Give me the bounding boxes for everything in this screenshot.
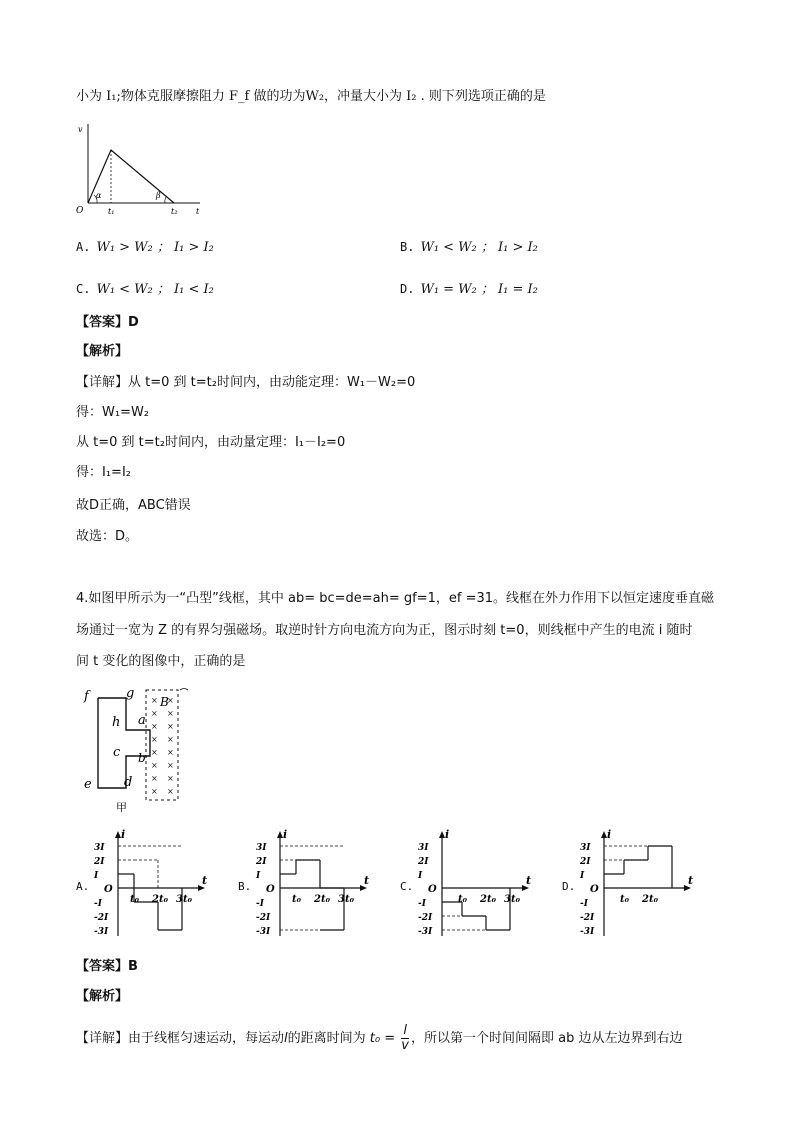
tick-2t0: 2t₀ xyxy=(642,894,658,905)
field-x-mark: × xyxy=(151,761,158,770)
option-graph xyxy=(562,828,712,944)
tick-I: I xyxy=(94,871,99,881)
tick-3I: 3I xyxy=(580,843,591,853)
q3-detail-4: 得：I₁=I₂ xyxy=(76,465,131,480)
alpha-label: α xyxy=(96,191,102,200)
label-a: a xyxy=(138,713,146,728)
q3-intro: 小为 I₁;物体克服摩擦阻力 F_f 做的功为W₂，冲量大小为 I₂ . 则下列选项正确的是 xyxy=(76,89,546,104)
t-axis-label: t xyxy=(196,207,200,216)
tick-3t0: 3t₀ xyxy=(504,894,520,905)
q4-stem-line-1: 4.如图甲所示为一“凸型”线框，其中 ab= bc=de=ah= gf=1，ef =31。线框在外力作用下以恒定速度垂直磁 xyxy=(76,591,715,606)
q3-detail-6: 故选：D。 xyxy=(76,529,139,544)
tick-3I: 3I xyxy=(418,843,429,853)
tick-t0: t₀ xyxy=(130,894,139,905)
tick--2I: -2I xyxy=(256,913,271,923)
origin-label: O xyxy=(266,884,275,895)
q4-answer: 【答案】B xyxy=(76,959,138,974)
t2-label: t₂ xyxy=(171,207,178,216)
label-h: h xyxy=(112,715,121,730)
fraction-l-over-v: $\frac{l}{v}$ xyxy=(401,1023,409,1053)
field-x-mark: × xyxy=(167,774,174,783)
field-x-mark: × xyxy=(151,722,158,731)
q3-detail-1: 【详解】从 t=0 到 t=t₂时间内，由动能定理：W₁－W₂=0 xyxy=(76,375,416,390)
tick-I: I xyxy=(580,871,585,881)
field-x-mark: × xyxy=(167,735,174,744)
label-c: c xyxy=(113,745,121,760)
field-x-mark: × xyxy=(167,748,174,757)
q3-vt-graph xyxy=(70,118,210,218)
t-label: t xyxy=(202,874,208,887)
q3-option-b: B. W₁ < W₂ ； I₁ > I₂ xyxy=(400,240,538,255)
field-x-mark: × xyxy=(151,696,158,705)
t-label: t xyxy=(526,874,532,887)
tick-2t0: 2t₀ xyxy=(480,894,496,905)
field-x-mark: × xyxy=(151,748,158,757)
tick-3t0: 3t₀ xyxy=(176,894,192,905)
label-b: b xyxy=(138,751,146,765)
tick--I: -I xyxy=(580,899,588,909)
q3-option-d: D. W₁ = W₂ ； I₁ = I₂ xyxy=(400,282,538,297)
i-label: i xyxy=(283,828,288,841)
tick-2I: 2I xyxy=(580,857,591,867)
q3-answer: 【答案】D xyxy=(76,315,139,330)
origin-label: O xyxy=(76,206,84,216)
label-g: g xyxy=(126,686,135,701)
field-x-mark: × xyxy=(167,761,174,770)
label-d: d xyxy=(124,775,133,790)
t1-label: t₁ xyxy=(108,207,115,216)
tick-3t0: 3t₀ xyxy=(338,894,354,905)
tick--I: -I xyxy=(418,899,426,909)
tick--2I: -2I xyxy=(580,913,595,923)
i-label: i xyxy=(445,828,450,841)
option-label: D. xyxy=(562,880,576,893)
option-label: A. xyxy=(76,880,90,893)
q3-detail-3: 从 t=0 到 t=t₂时间内，由动量定理：I₁－I₂=0 xyxy=(76,435,346,450)
q4-stem-line-2: 场通过一宽为 Z 的有界匀强磁场。取逆时针方向电流方向为正，图示时刻 t=0，则线框中产生的电流 i 随时 xyxy=(76,623,693,638)
label-f: f xyxy=(84,689,89,704)
tick--3I: -3I xyxy=(94,927,109,937)
q4-detail-line: 【详解】由于线框匀速运动，每运动l的距离时间为 t₀ = $\frac{l}{v}$ ，所以第一个时间间隔即 ab 边从左边界到右边 xyxy=(76,1023,683,1053)
label-B: B xyxy=(160,695,169,709)
label-e: e xyxy=(84,777,92,792)
q4-stem-line-3: 间 t 变化的图像中，正确的是 xyxy=(76,654,246,669)
tick-t0: t₀ xyxy=(458,894,467,905)
tick--2I: -2I xyxy=(94,913,109,923)
field-x-mark: × xyxy=(167,709,174,718)
q4-frame-figure xyxy=(72,684,202,814)
tick--3I: -3I xyxy=(418,927,433,937)
t-label: t xyxy=(688,874,694,887)
field-x-mark: × xyxy=(151,774,158,783)
tick-3I: 3I xyxy=(256,843,267,853)
tick-2I: 2I xyxy=(256,857,267,867)
q3-detail-5: 故D正确，ABC错误 xyxy=(76,498,191,513)
tick-I: I xyxy=(256,871,261,881)
beta-label: β xyxy=(156,191,161,200)
tick--3I: -3I xyxy=(580,927,595,937)
tick--I: -I xyxy=(94,899,102,909)
q3-option-a: A. W₁ > W₂ ； I₁ > I₂ xyxy=(76,240,214,255)
option-graph xyxy=(76,828,226,944)
field-x-mark: × xyxy=(151,735,158,744)
v-axis-label: v xyxy=(78,125,83,134)
origin-label: O xyxy=(104,884,113,895)
i-label: i xyxy=(121,828,126,841)
t-label: t xyxy=(364,874,370,887)
field-x-mark: × xyxy=(167,722,174,731)
option-label: B. xyxy=(238,880,252,893)
tick-2I: 2I xyxy=(418,857,429,867)
tick-2I: 2I xyxy=(94,857,105,867)
i-label: i xyxy=(607,828,612,841)
tick--3I: -3I xyxy=(256,927,271,937)
option-graph xyxy=(400,828,550,944)
option-graph xyxy=(238,828,388,944)
tick--2I: -2I xyxy=(418,913,433,923)
tick--I: -I xyxy=(256,899,264,909)
field-x-mark: × xyxy=(151,709,158,718)
field-x-mark: × xyxy=(151,787,158,796)
option-label: C. xyxy=(400,880,414,893)
tick-t0: t₀ xyxy=(292,894,301,905)
tick-I: I xyxy=(418,871,423,881)
q3-detail-2: 得：W₁=W₂ xyxy=(76,405,150,420)
q3-option-c: C. W₁ < W₂ ； I₁ < I₂ xyxy=(76,282,214,297)
tick-t0: t₀ xyxy=(620,894,629,905)
field-x-mark: × xyxy=(167,787,174,796)
tick-3I: 3I xyxy=(94,843,105,853)
q4-analysis-heading: 【解析】 xyxy=(76,989,129,1004)
label-jia: 甲 xyxy=(116,801,127,814)
origin-label: O xyxy=(590,884,599,895)
tick-2t0: 2t₀ xyxy=(152,894,168,905)
origin-label: O xyxy=(428,884,437,895)
field-x-mark: × xyxy=(167,696,174,705)
q3-analysis-heading: 【解析】 xyxy=(76,344,129,359)
tick-2t0: 2t₀ xyxy=(314,894,330,905)
